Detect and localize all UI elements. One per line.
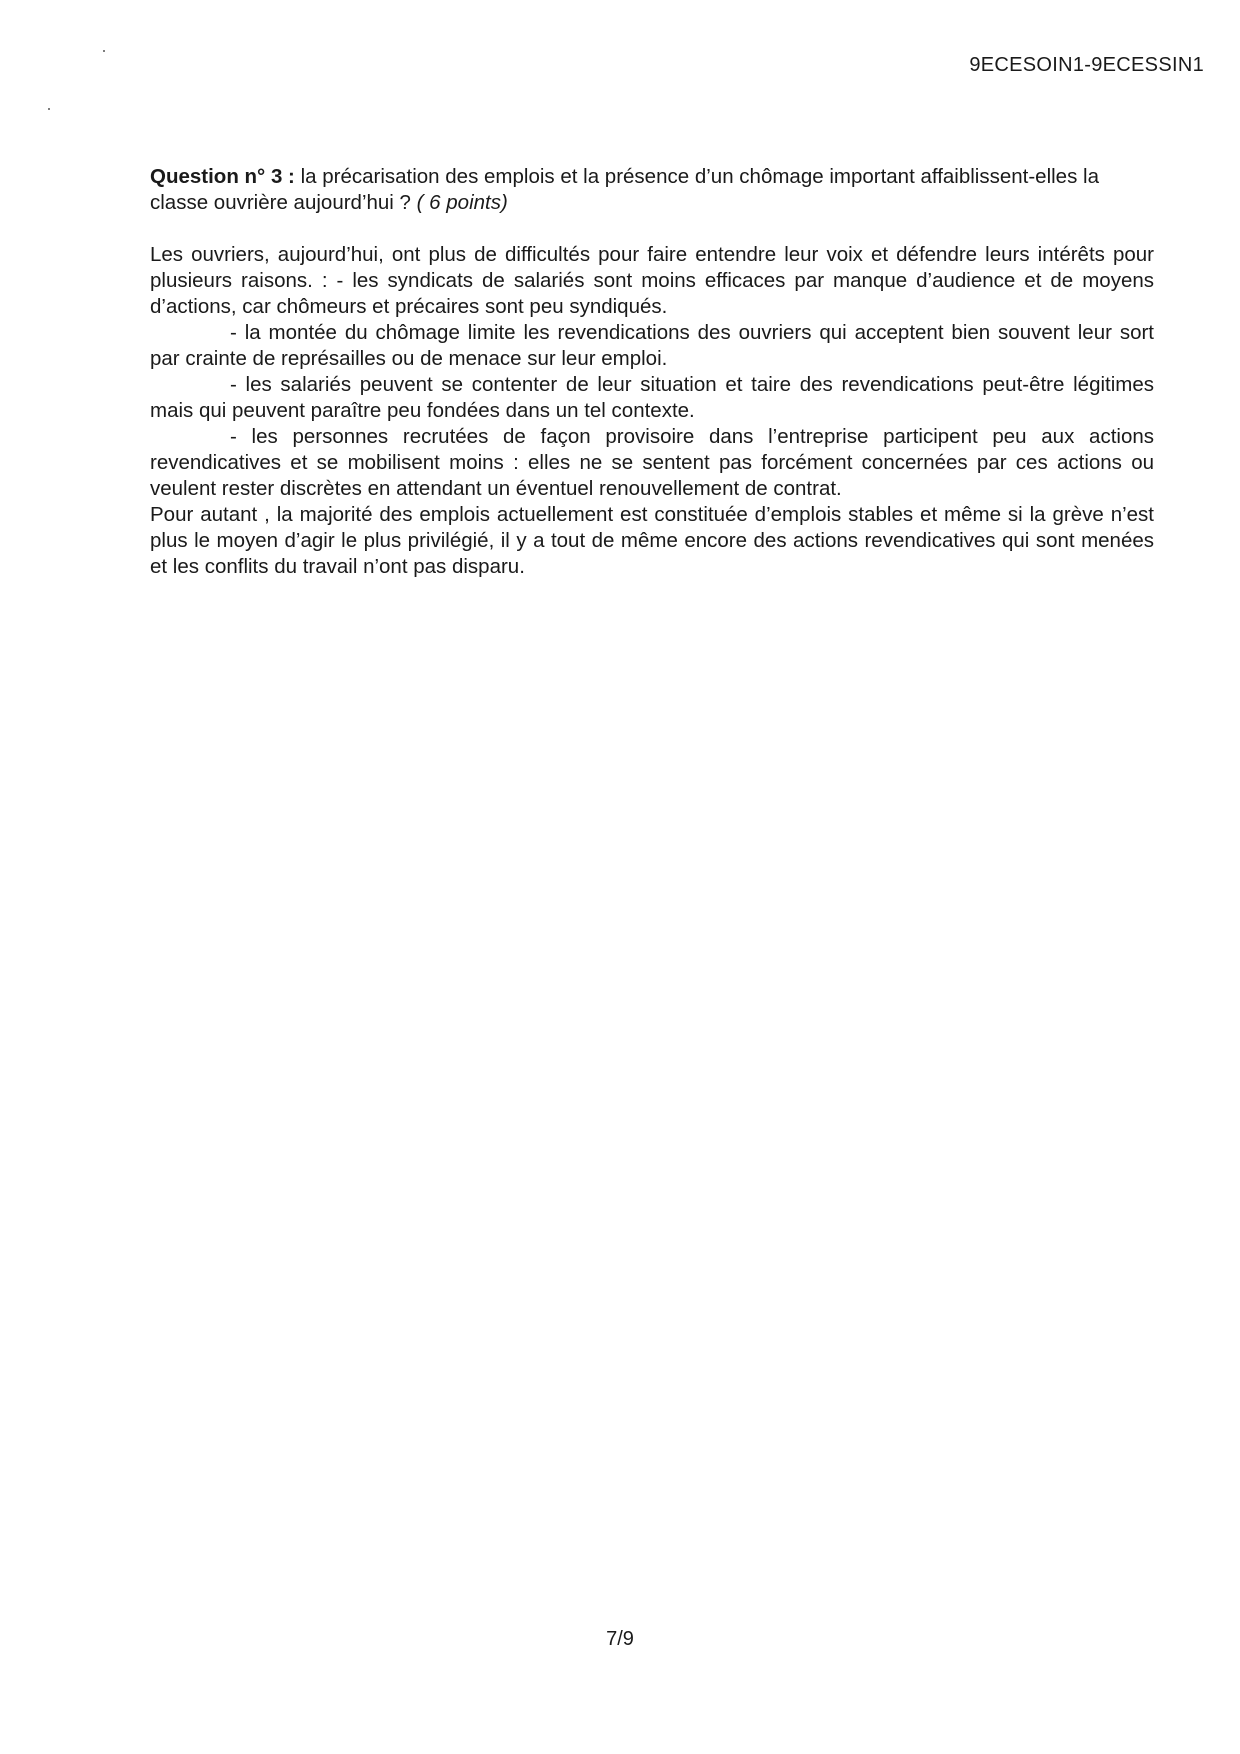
question	[150, 164, 1154, 216]
question-label: Question n° 3 :	[150, 165, 295, 188]
document-body	[150, 164, 1154, 580]
answer-point: - la montée du chômage limite les revendications des ouvriers qui acceptent bien souvent leur sort par crainte de représailles ou de menace sur leur emploi.	[150, 321, 1154, 370]
answer	[150, 242, 1154, 580]
scan-speck	[103, 50, 105, 52]
scan-speck	[48, 108, 50, 110]
document-code: 9ECESOIN1-9ECESSIN1	[969, 54, 1204, 76]
answer-conclusion: Pour autant , la majorité des emplois actuellement est constituée d’emplois stables et même si la grève n’est plus le moyen d’agir le plus privilégié, il y a tout de même encore des actions revendicatives qui sont menées et les conflits du travail n’ont pas disparu.	[150, 503, 1154, 578]
answer-intro: Les ouvriers, aujourd’hui, ont plus de difficultés pour faire entendre leur voix et défendre leurs intérêts pour plusieurs raisons. : - les syndicats de salariés sont moins efficaces par manque d’audience et de moyens d’actions, car chômeurs et précaires sont peu syndiqués.	[150, 243, 1154, 318]
answer-point: - les personnes recrutées de façon provisoire dans l’entreprise participent peu aux actions revendicatives et se mobilisent moins : elles ne se sentent pas forcément concernées par ces actions ou veulent rester discrètes en attendant un éventuel renouvellement de contrat.	[150, 425, 1154, 500]
page-number: 7/9	[606, 1628, 634, 1650]
question-text: la précarisation des emplois et la présence d’un chômage important affaiblissent-elles la classe ouvrière aujourd’hui ?	[150, 165, 1099, 214]
question-points: ( 6 points)	[416, 191, 508, 214]
answer-point: - les salariés peuvent se contenter de leur situation et taire des revendications peut-être légitimes mais qui peuvent paraître peu fondées dans un tel contexte.	[150, 373, 1154, 422]
